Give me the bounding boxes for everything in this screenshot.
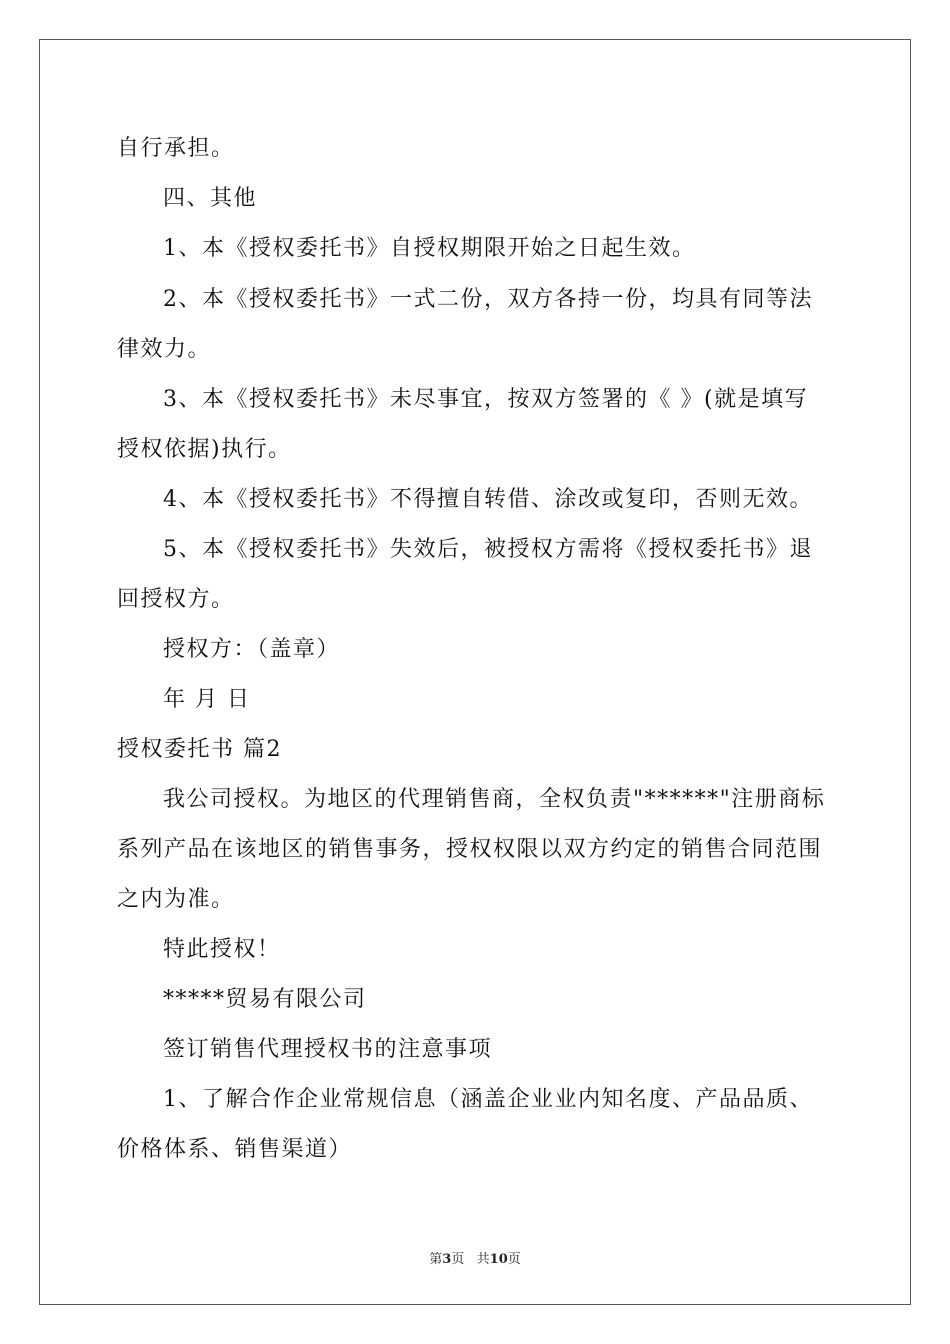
paragraph-line: 特此授权！ bbox=[163, 937, 281, 962]
page-border bbox=[39, 39, 911, 1305]
page-footer bbox=[0, 1248, 950, 1267]
company-name: *****贸易有限公司 bbox=[163, 987, 367, 1012]
paragraph-line: 4、本《授权委托书》不得擅自转借、涂改或复印，否则无效。 bbox=[163, 487, 813, 512]
section-heading: 四、其他 bbox=[163, 186, 258, 211]
subsection-heading: 签订销售代理授权书的注意事项 bbox=[163, 1037, 493, 1062]
footer-suffix: 页 bbox=[507, 1252, 521, 1267]
paragraph-line: 1、了解合作企业常规信息（涵盖企业业内知名度、产品品质、 bbox=[163, 1087, 813, 1112]
paragraph-line: 1、本《授权委托书》自授权期限开始之日起生效。 bbox=[163, 236, 696, 261]
current-page-number: 3 bbox=[442, 1252, 452, 1267]
paragraph-line: 系列产品在该地区的销售事务，授权权限以双方约定的销售合同范围 bbox=[117, 837, 823, 862]
date-line: 年 月 日 bbox=[163, 687, 251, 712]
paragraph-line: 我公司授权。为地区的代理销售商，全权负责"******"注册商标 bbox=[163, 787, 826, 812]
paragraph-line: 5、本《授权委托书》失效后，被授权方需将《授权委托书》退 bbox=[163, 537, 813, 562]
signature-line: 授权方：（盖章） bbox=[163, 637, 341, 662]
footer-mid: 页 共 bbox=[451, 1252, 490, 1267]
paragraph-line: 自行承担。 bbox=[117, 136, 235, 161]
total-page-number: 10 bbox=[489, 1252, 508, 1267]
paragraph-line: 之内为准。 bbox=[117, 887, 235, 912]
section-title: 授权委托书 篇2 bbox=[117, 737, 282, 762]
paragraph-line: 律效力。 bbox=[117, 337, 212, 362]
paragraph-line: 2、本《授权委托书》一式二份，双方各持一份，均具有同等法 bbox=[163, 287, 813, 312]
footer-prefix: 第 bbox=[429, 1252, 443, 1267]
paragraph-line: 回授权方。 bbox=[117, 587, 235, 612]
paragraph-line: 3、本《授权委托书》未尽事宜，按双方签署的《 》(就是填写 bbox=[163, 387, 809, 412]
paragraph-line: 授权依据)执行。 bbox=[117, 437, 292, 462]
paragraph-line: 价格体系、销售渠道） bbox=[117, 1137, 353, 1162]
